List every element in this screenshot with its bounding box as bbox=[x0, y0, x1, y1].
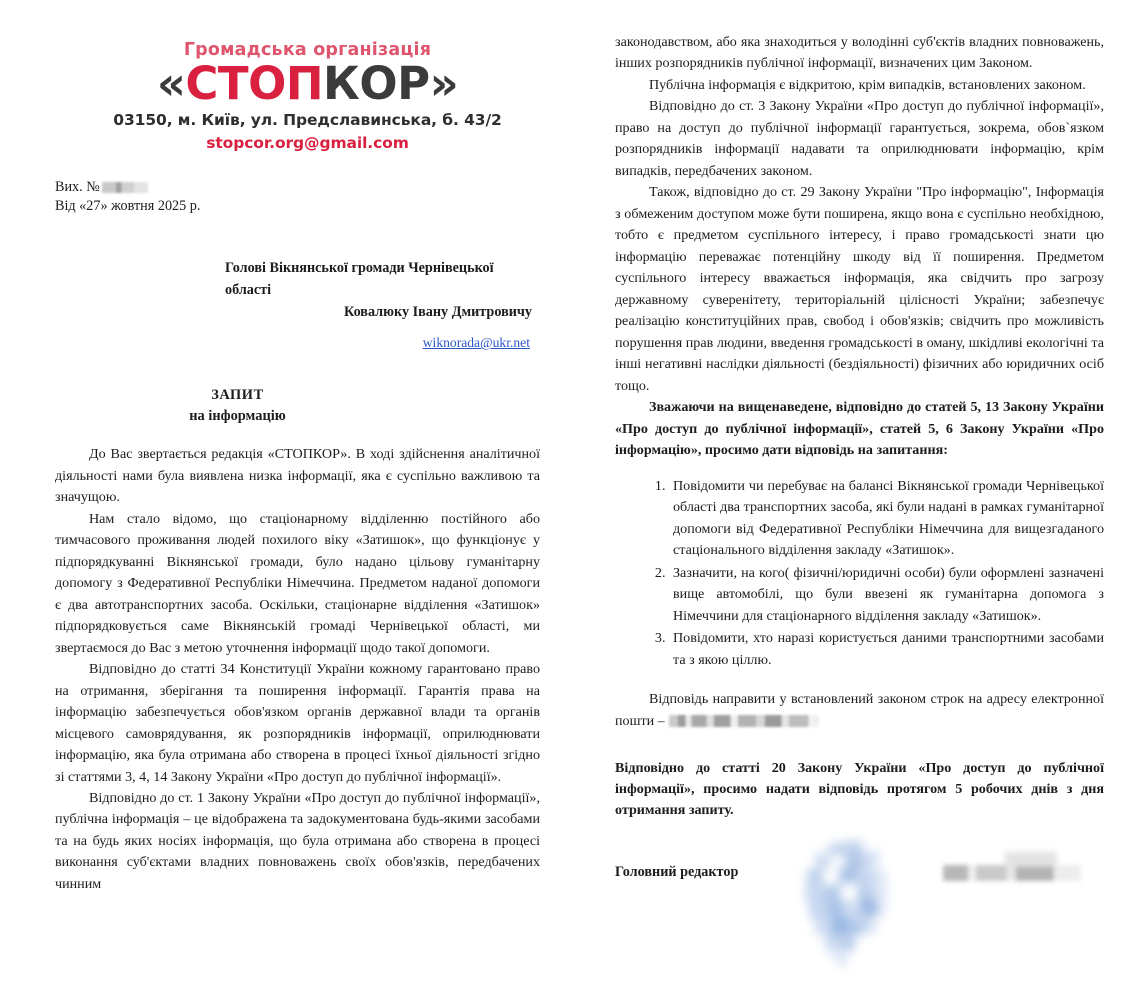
letterhead-org-line: Громадська організація bbox=[183, 40, 432, 60]
letterhead-brand-logo bbox=[75, 57, 540, 110]
document-title bbox=[55, 385, 540, 426]
page-fold-divider bbox=[562, 0, 563, 750]
addressee-line-2: Ковалюку Івану Дмитровичу bbox=[343, 304, 532, 321]
final-deadline-note: Відповідно до статті 20 Закону України «Про доступ до публічної інформації», просимо надати відповідь протягом 5 робочих днів з дня отримання запиту. bbox=[615, 760, 1104, 819]
document-date-line: Від «27» жовтня 2025 р. bbox=[55, 197, 201, 214]
brand-quote-close: » bbox=[429, 57, 459, 110]
reference-block bbox=[55, 178, 540, 215]
signature-block bbox=[615, 863, 1104, 983]
brand-quote-open: « bbox=[156, 57, 186, 110]
letterhead bbox=[75, 40, 540, 152]
document-title-sub: на інформацію bbox=[189, 407, 286, 424]
paragraph: До Вас звертається редакція «СТОПКОР». В ході здійснення аналітичної діяльності нами була виявлена низка інформації, яка є суспільно важливою та значущою. bbox=[55, 446, 540, 506]
question-item: 3. Повідомити, хто наразі користується даними транспортними засобами та з якою ціллю. bbox=[669, 628, 1104, 671]
document-page-2 bbox=[562, 0, 1124, 881]
paragraph: Також, відповідно до ст. 29 Закону України "Про інформацію", Інформація з обмеженим доступом може бути поширена, якщо вона є суспільно необхідною, тобто є предметом суспільного інтересу, і право громадськості знати цю інформацію переважає потенційну шкоду від її поширення. Предметом суспільного інтересу вважається інформація, яка свідчить про загрозу державному суверенітету, територіальній цілісності України; забезпечує реалізацію конституційних прав, свобод і обов'язків; свідчить про можливість порушення прав людини, введення громадськості в оману, шкідливі екологічні та інші негативні наслідки діяльності (бездіяльності) фізичних або юридичних осіб тощо. bbox=[615, 184, 1104, 394]
signer-name-redaction bbox=[943, 865, 1081, 881]
addressee-email[interactable]: wiknorada@ukr.net bbox=[422, 335, 530, 351]
outgoing-number-redaction bbox=[102, 182, 148, 193]
reply-instruction-block bbox=[615, 689, 1104, 732]
document-title-main: ЗАПИТ bbox=[211, 387, 264, 404]
reply-instruction bbox=[615, 689, 1104, 732]
paragraph: Відповідно до ст. 1 Закону України «Про доступ до публічної інформації», публічна інформація – це відображена та задокументована будь-якими засобами та на будь яких носіях інформація, що була отримана або створена в процесі виконання суб'єктами владних повноважень своїх обов'язків, передбачених чинним bbox=[55, 789, 540, 892]
reply-email-redaction bbox=[669, 715, 819, 727]
paragraph: Відповідно до статті 34 Конституції України кожному гарантовано право на отримання, зберігання та поширення інформації. Гарантія права на інформацію забезпечується обов'язком органів державної влади та органів місцевого самоврядування, як розпорядників інформації, оприлюднювати інформацію, яка була отримана або створена в процесі їхньої діяльності згідно зі статтями 3, 4, 14 Закону України «Про доступ до публічної інформації». bbox=[55, 661, 540, 785]
letterhead-email: stopcor.org@gmail.com bbox=[206, 133, 409, 152]
outgoing-number-line bbox=[55, 178, 540, 197]
document-page-1 bbox=[0, 0, 562, 892]
outgoing-number-label: Вих. № bbox=[55, 178, 100, 195]
question-item: 1. Повідомити чи перебуває на балансі Вікнянської громади Чернівецької області два транспортних засоба, які були надані в рамках гуманітарної допомоги від Федеративної Республіки Німеччина для вищезгаданого стаціонального відділення закладу «Затишок». bbox=[669, 476, 1104, 562]
paragraph: Нам стало відомо, що стаціонарному відділенню постійного або тимчасового проживання людей похилого віку «Затишок», що функціонує у підпорядкуванні Вікнянської громади, було надано цільову гуманітарну допомогу з Федеративної Республіки Німеччина. Предметом наданої допомоги є два автотранспортних засоба. Оскільки, стаціонарне відділення «Затишок» підпорядковується саме Вікнянській громаді Чернівецької області, ми звертаємося до Вас з метою уточнення інформації щодо такої допомоги. bbox=[55, 510, 540, 656]
question-item: 2. Зазначити, на кого( фізичні/юридичні особи) були оформлені зазначені вище автомобілі, що були ввезені як гуманітарна допомога з Німеччини для стаціонарного відділення закладу «Затишок». bbox=[669, 563, 1104, 627]
paragraph: Відповідно до ст. 3 Закону України «Про доступ до публічної інформації», право на доступ до публічної інформації гарантується, зокрема, обов`язком розпорядників інформації надавати та оприлюднювати інформацію, крім випадків, передбачених законом. bbox=[615, 98, 1104, 179]
reply-instruction-text: Відповідь направити у встановлений законом строк на адресу електронної пошти – bbox=[615, 691, 1104, 729]
right-column-body bbox=[615, 32, 1104, 462]
bold-request-intro: Зважаючи на вищенаведене, відповідно до статей 5, 13 Закону України «Про доступ до публічної інформації», статей 5, 6 Закону України «Про інформацію», просимо дати відповідь на запитання: bbox=[615, 399, 1104, 459]
addressee-block bbox=[55, 257, 540, 353]
signer-role: Головний редактор bbox=[615, 864, 739, 881]
questions-list bbox=[615, 476, 1104, 671]
brand-dark-part: КОР bbox=[323, 57, 430, 110]
brand-red-part: СТОП bbox=[185, 57, 324, 110]
addressee-line-1: Голові Вікнянської громади Чернівецької області bbox=[225, 260, 494, 299]
paragraph: Публічна інформація є відкритою, крім випадків, встановлених законом. bbox=[649, 76, 1086, 93]
paragraph-continuation: законодавством, або яка знаходиться у володінні суб'єктів владних повноважень, інших розпорядників публічної інформації, визначених цим Законом. bbox=[615, 34, 1104, 72]
letterhead-address: 03150, м. Київ, ул. Предславинська, б. 43/2 bbox=[113, 110, 502, 129]
left-column-body bbox=[55, 444, 540, 895]
signature-scribble-icon bbox=[785, 841, 920, 971]
